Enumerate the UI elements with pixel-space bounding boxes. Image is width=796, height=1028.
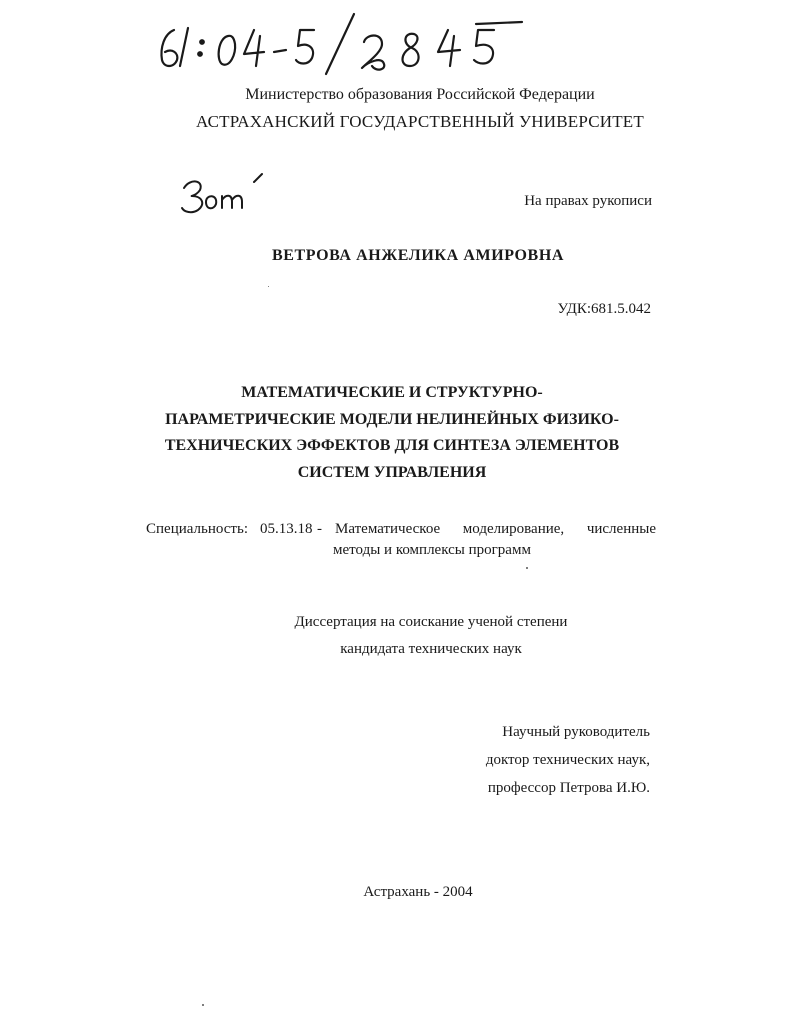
handwritten-initials xyxy=(178,172,268,218)
supervisor-name: профессор Петрова И.Ю. xyxy=(487,780,650,796)
supervisor-block xyxy=(486,718,650,802)
ministry-name: Министерство образования Российской Федерации xyxy=(245,86,595,103)
scan-speck xyxy=(202,1004,204,1006)
specialty-label: Специальность: xyxy=(146,521,248,537)
scan-speck xyxy=(526,567,528,569)
degree-line2: кандидата технических наук xyxy=(340,641,522,657)
university-name: АСТРАХАНСКИЙ ГОСУДАРСТВЕННЫЙ УНИВЕРСИТЕТ xyxy=(196,112,644,131)
title-line: ПАРАМЕТРИЧЕСКИЕ МОДЕЛИ НЕЛИНЕЙНЫХ ФИЗИКО- xyxy=(165,410,619,428)
specialty-code: 05.13.18 xyxy=(260,521,313,537)
supervisor-role: Научный руководитель xyxy=(502,724,650,740)
degree-line1: Диссертация на соискание ученой степени xyxy=(294,614,568,630)
title-line: СИСТЕМ УПРАВЛЕНИЯ xyxy=(297,463,487,481)
author-name: ВЕТРОВА АНЖЕЛИКА АМИРОВНА xyxy=(271,247,565,264)
title-line: ТЕХНИЧЕСКИХ ЭФФЕКТОВ ДЛЯ СИНТЕЗА ЭЛЕМЕНТОВ xyxy=(164,437,620,454)
city-year: Астрахань - 2004 xyxy=(363,884,473,900)
specialty-text-line2: методы и комплексы программ xyxy=(333,542,531,558)
specialty-block xyxy=(146,519,656,561)
title-line: МАТЕМАТИЧЕСКИЕ И СТРУКТУРНО- xyxy=(241,384,543,401)
rights-note: На правах рукописи xyxy=(524,193,652,209)
degree-statement xyxy=(0,609,796,663)
specialty-text-line1: Математическое моделирование, численные xyxy=(335,521,656,537)
supervisor-degree: доктор технических наук, xyxy=(485,752,650,768)
handwritten-archive-number xyxy=(150,8,570,78)
dissertation-title xyxy=(0,380,784,486)
specialty-dash: - xyxy=(317,521,322,537)
udk-code: УДК:681.5.042 xyxy=(557,301,651,317)
scan-speck xyxy=(268,286,269,287)
